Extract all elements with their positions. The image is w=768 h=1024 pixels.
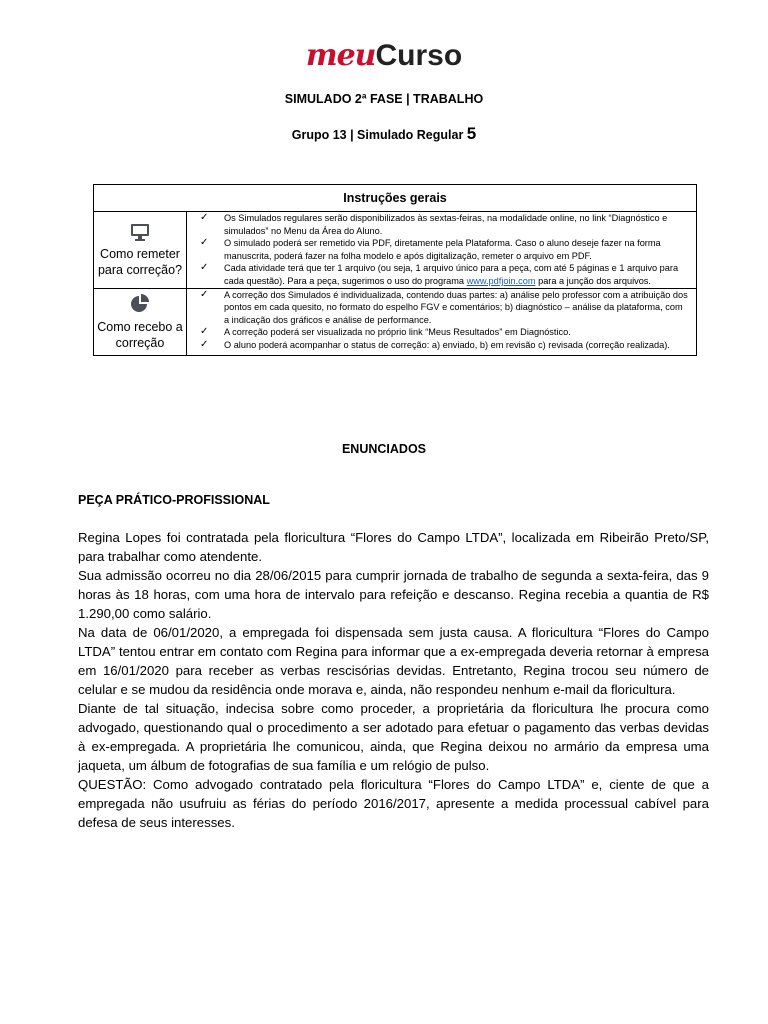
row-items-cell xyxy=(187,288,697,355)
instructions-table xyxy=(93,184,697,356)
checkmark-icon: ✓ xyxy=(200,326,209,338)
instructions-row-submit xyxy=(94,212,697,289)
item-text: Cada atividade terá que ter 1 arquivo (ou seja, 1 arquivo único para a peça, com até 5 páginas e 1 arquivo para cada questão). Para a peça, sugerimos o uso do programa xyxy=(224,263,679,286)
meucurso-logo xyxy=(0,38,768,74)
paragraph: Na data de 06/01/2020, a empregada foi dispensada sem justa causa. A floricultura “Flores do Campo LTDA” tentou entrar em contato com Regina para informar que a ex-empregada deveria retornar à empresa em 16/01/2020 para receber as verbas rescisórias devidas. Entretanto, Regina trocou seu número de celular e se mudou da residência onde morava e, ainda, não respondeu nenhum e-mail da floricultura. xyxy=(78,625,709,697)
row-items-cell xyxy=(187,212,697,289)
item-text: Os Simulados regulares serão disponibilizados às sextas-feiras, na modalidade online, no link “Diagnóstico e simulados” no Menu da Área do Aluno. xyxy=(224,213,668,236)
peca-heading: PEÇA PRÁTICO-PROFISSIONAL xyxy=(78,493,270,507)
instructions-row-receive xyxy=(94,288,697,355)
logo-meu: meu xyxy=(305,38,376,73)
exam-title: SIMULADO 2ª FASE | TRABALHO xyxy=(284,92,484,106)
paragraph: Regina Lopes foi contratada pela floricultura “Flores do Campo LTDA”, localizada em Ribeirão Preto/SP, para trabalhar como atendente. xyxy=(78,530,709,564)
exam-number: 5 xyxy=(466,124,477,143)
row-label-cell xyxy=(94,212,187,289)
statement-body xyxy=(78,528,709,832)
item-text: O aluno poderá acompanhar o status de correção: a) enviado, b) em revisão c) revisada (correção realizada). xyxy=(224,339,670,350)
list-item xyxy=(187,339,688,352)
checkmark-icon: ✓ xyxy=(200,288,209,300)
row-label-receive: Como recebo a correção xyxy=(97,319,183,350)
logo-curso: Curso xyxy=(375,39,463,72)
list-item xyxy=(187,237,688,262)
list-item xyxy=(187,326,688,339)
pdfjoin-link[interactable]: www.pdfjoin.com xyxy=(466,275,536,286)
instructions-title: Instruções gerais xyxy=(94,185,697,212)
monitor-icon xyxy=(129,222,151,242)
checkmark-icon: ✓ xyxy=(200,237,209,249)
row-label-cell xyxy=(94,288,187,355)
exam-subtitle xyxy=(0,124,768,144)
exam-group: Grupo 13 | Simulado Regular xyxy=(291,128,467,142)
pie-chart-icon xyxy=(129,293,151,315)
checkmark-icon: ✓ xyxy=(200,262,209,274)
row-label-submit: Como remeter para correção? xyxy=(97,246,183,277)
paragraph: Diante de tal situação, indecisa sobre como proceder, a proprietária da floricultura lhe procura como advogado, questionando qual o procedimento a ser adotado para efetuar o pagamento das verbas devidas à ex-empregada. A proprietária lhe comunicou, ainda, que Regina deixou no armário da empresa uma jaqueta, um álbum de fotografias de sua família e um relógio de pulso. xyxy=(78,701,709,773)
list-item xyxy=(187,212,688,237)
paragraph: Sua admissão ocorreu no dia 28/06/2015 para cumprir jornada de trabalho de segunda a sexta-feira, das 9 horas às 18 horas, com uma hora de intervalo para refeição e descanso. Regina recebia a quantia de R$ 1.290,00 como salário. xyxy=(78,568,709,621)
checkmark-icon: ✓ xyxy=(200,212,209,223)
list-item xyxy=(187,262,688,287)
item-text: para a junção dos arquivos. xyxy=(535,275,651,286)
item-text: O simulado poderá ser remetido via PDF, diretamente pela Plataforma. Caso o aluno deseje fazer na forma manuscrita, poderá fazer na folha modelo e após digitalização, remeter o arquivo em PDF. xyxy=(224,238,661,261)
enunciados-heading: ENUNCIADOS xyxy=(341,442,427,456)
item-text: A correção dos Simulados é individualizada, contendo duas partes: a) análise pelo professor com a atribuição dos pontos em cada quesito, no formato do espelho FGV e comentários; b) diagnóstico – análise da plataforma, com a indicação dos gráficos e análise de performance. xyxy=(224,289,688,325)
paragraph: QUESTÃO: Como advogado contratado pela floricultura “Flores do Campo LTDA” e, ciente de que a empregada não usufruiu as férias do período 2016/2017, apresente a medida processual cabível para defesa de seus interesses. xyxy=(78,777,709,830)
item-text: A correção poderá ser visualizada no próprio link “Meus Resultados” em Diagnóstico. xyxy=(224,327,571,338)
list-item xyxy=(187,289,688,327)
checkmark-icon: ✓ xyxy=(200,338,209,350)
